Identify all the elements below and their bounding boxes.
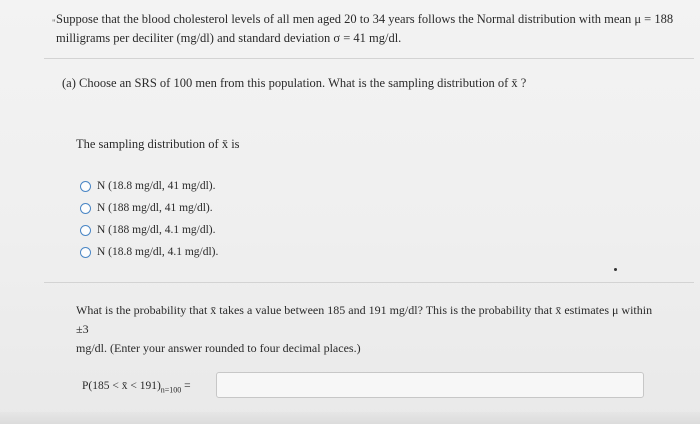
option-4[interactable]	[80, 241, 218, 263]
formula-main: P(185 < x̄ < 191)	[82, 380, 161, 392]
divider	[44, 282, 694, 283]
option-label: N (18.8 mg/dl, 41 mg/dl).	[97, 180, 216, 192]
problem-intro	[52, 10, 686, 48]
formula-subscript: n=100	[160, 385, 182, 395]
option-label: N (188 mg/dl, 4.1 mg/dl).	[97, 224, 216, 236]
radio-button[interactable]	[80, 247, 91, 258]
radio-button[interactable]	[80, 225, 91, 236]
question-marker: "	[52, 18, 56, 28]
option-label: N (188 mg/dl, 41 mg/dl).	[97, 202, 213, 214]
radio-button[interactable]	[80, 181, 91, 192]
formula-equals: =	[181, 380, 191, 392]
option-3[interactable]	[80, 219, 218, 241]
option-1[interactable]	[80, 175, 218, 197]
radio-button[interactable]	[80, 203, 91, 214]
bottom-edge	[0, 412, 700, 424]
option-label: N (18.8 mg/dl, 4.1 mg/dl).	[97, 246, 219, 258]
intro-line-2: milligrams per deciliter (mg/dl) and standard deviation σ = 41 mg/dl.	[56, 31, 402, 45]
probability-question-line-2: mg/dl. (Enter your answer rounded to four decimal places.)	[76, 341, 361, 355]
probability-question-line-1: What is the probability that x̄ takes a value between 185 and 191 mg/dl? This is the probability that x̄ estimates μ within ±3	[76, 303, 653, 336]
sampling-distribution-prompt: The sampling distribution of x̄ is	[76, 137, 240, 151]
divider	[44, 58, 694, 59]
probability-formula	[82, 380, 191, 394]
answer-input[interactable]	[216, 372, 644, 398]
intro-line-1: Suppose that the blood cholesterol levels of all men aged 20 to 34 years follows the Normal distribution with mean μ = 188	[56, 12, 674, 26]
sampling-options	[80, 175, 218, 263]
option-2[interactable]	[80, 197, 218, 219]
part-a-question: (a) Choose an SRS of 100 men from this population. What is the sampling distribution of x̄ ?	[62, 76, 527, 90]
probability-question	[76, 301, 666, 358]
stray-dot	[614, 268, 617, 271]
